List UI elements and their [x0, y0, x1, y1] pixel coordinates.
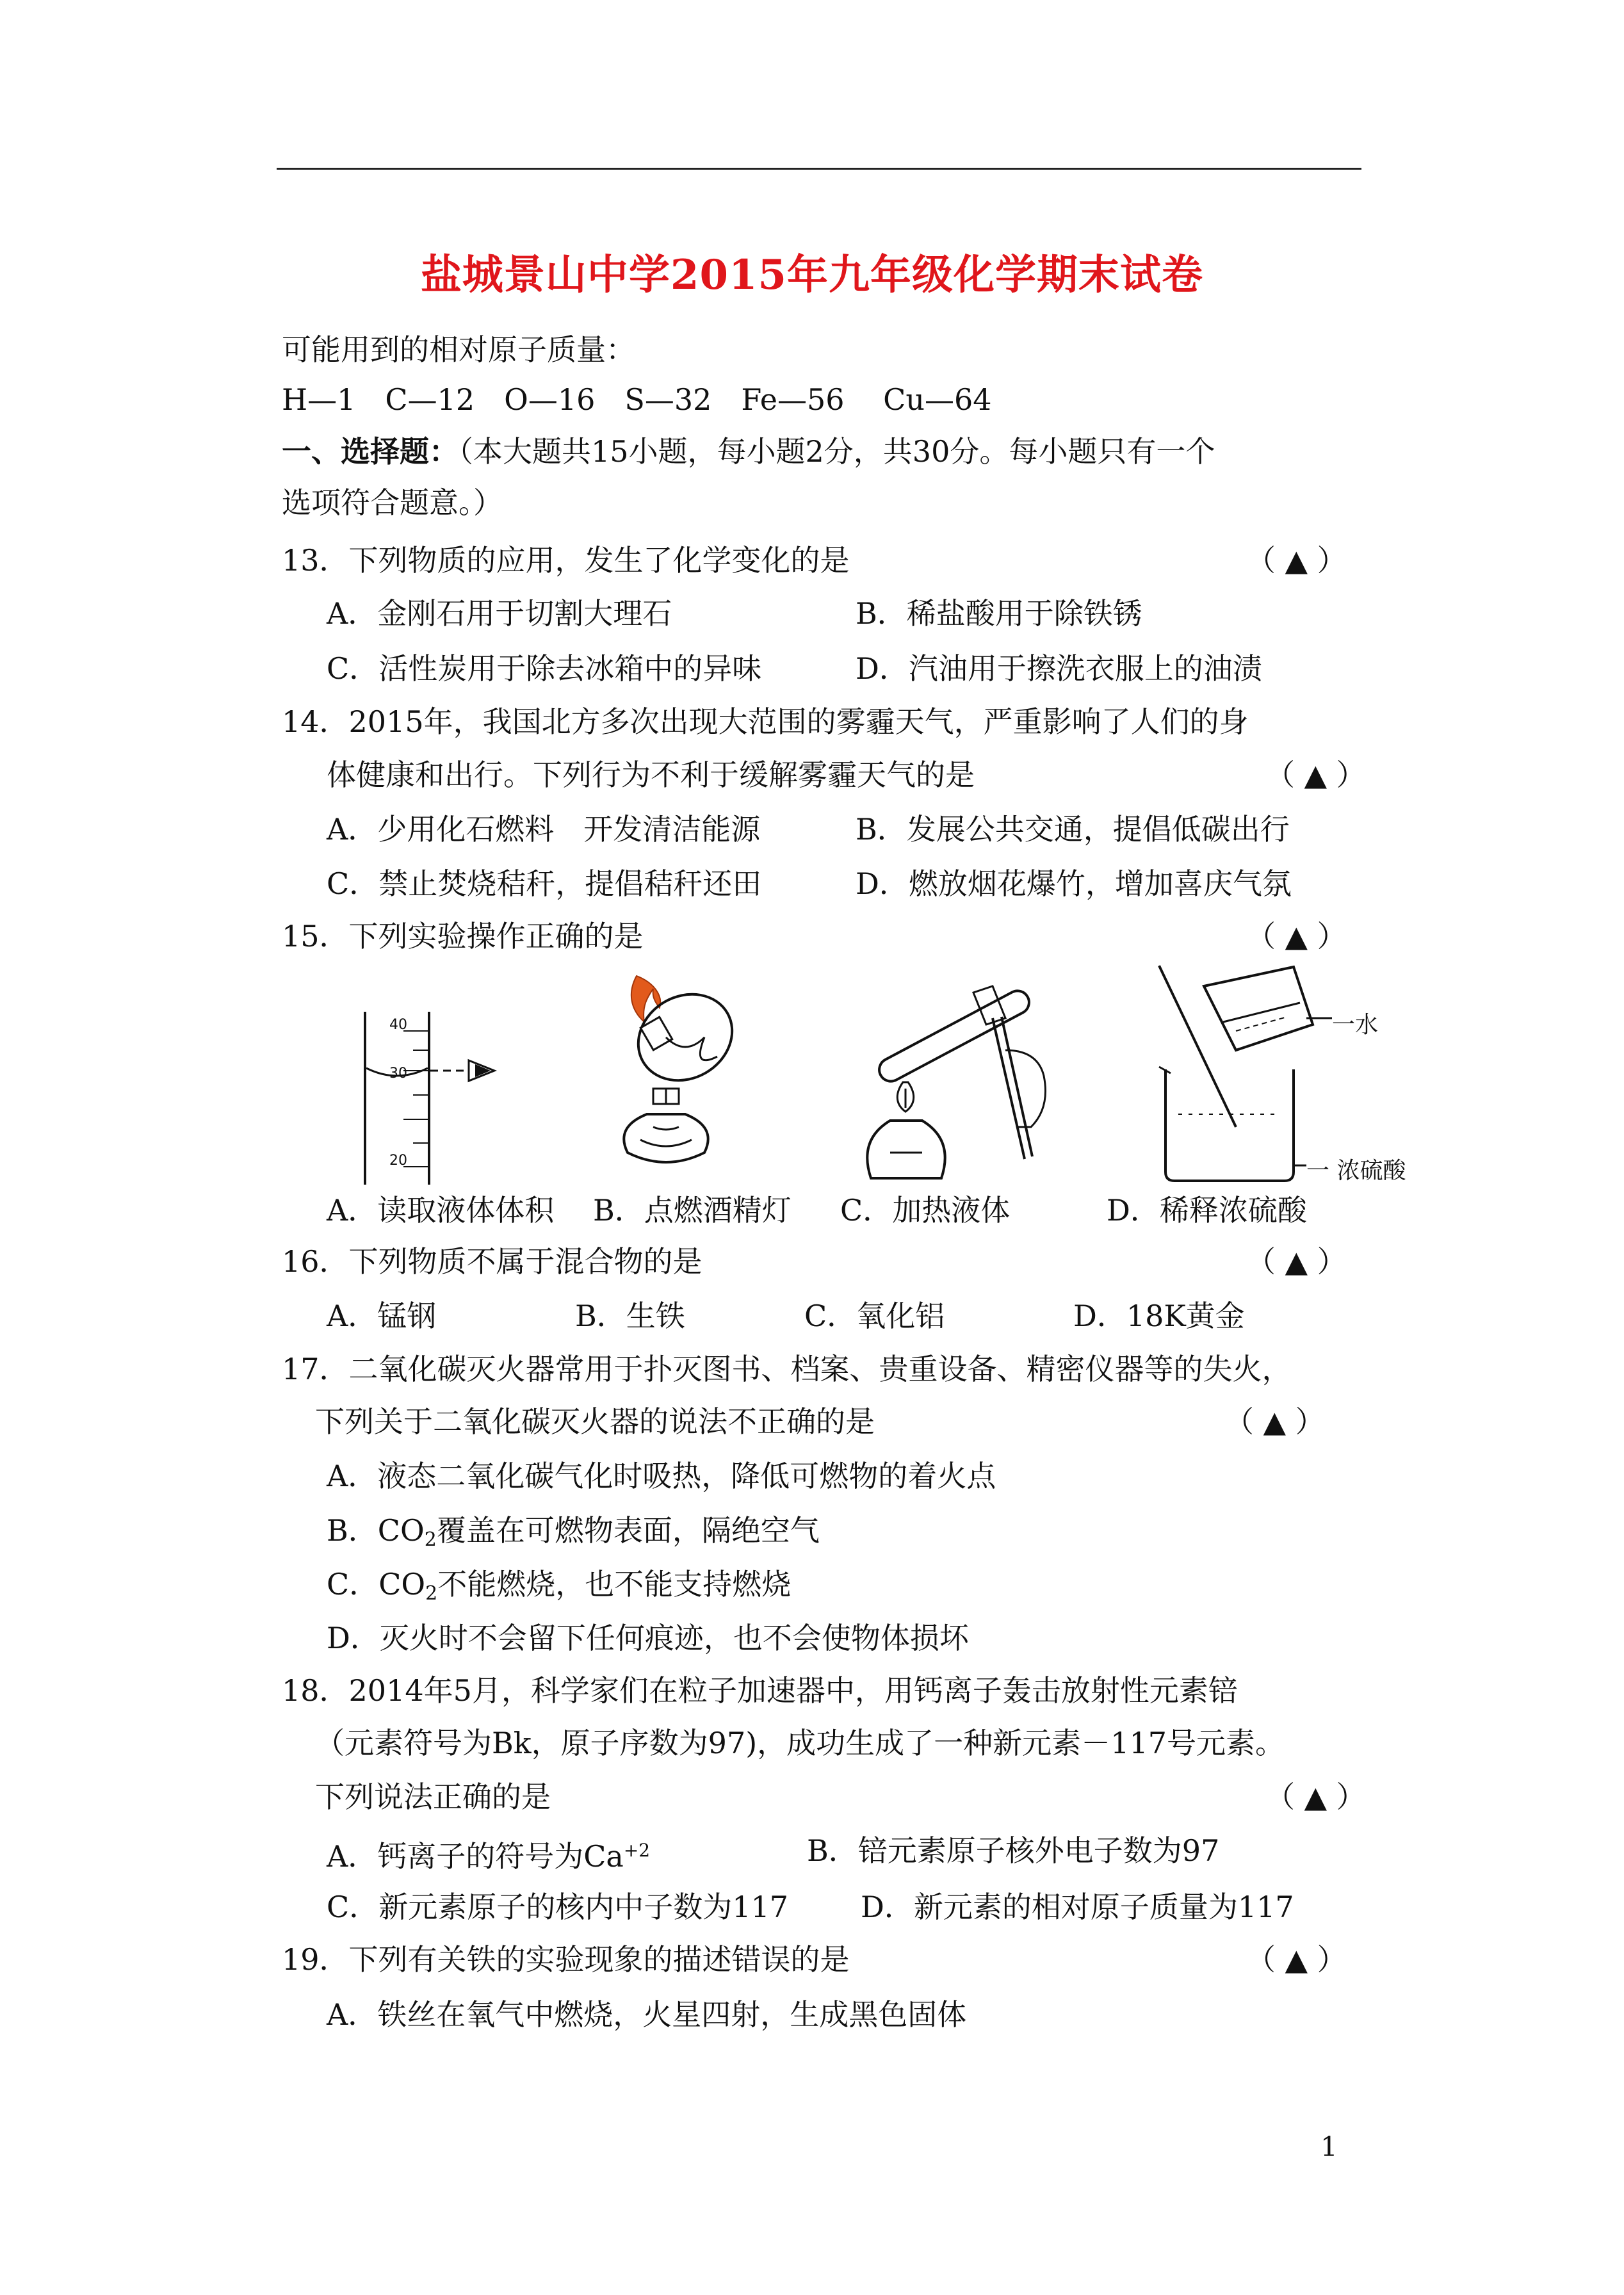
q16-stem: 16．下列物质不属于混合物的是: [282, 1244, 702, 1279]
q13-option-c: C．活性炭用于除去冰箱中的异味: [327, 651, 762, 686]
q18-option-b: B．锫元素原子核外电子数为97: [807, 1833, 1220, 1868]
masses-heading: 可能用到的相对原子质量：: [282, 332, 635, 367]
q18-stem-1: 18．2014年5月，科学家们在粒子加速器中，用钙离子轰击放射性元素锫: [282, 1673, 1238, 1708]
q19-stem: 19．下列有关铁的实验现象的描述错误的是: [282, 1942, 850, 1977]
q18-stem-3: 下列说法正确的是: [315, 1780, 551, 1814]
q17-stem-2: 下列关于二氧化碳灭火器的说法不正确的是: [315, 1404, 875, 1439]
header-rule: [277, 168, 1361, 170]
q16-option-a: A．锰钢: [327, 1299, 437, 1333]
q15-figures: [307, 961, 1434, 1191]
page-number: 1: [1320, 2131, 1338, 2162]
masses-list: H—1 C—12 O—16 S—32 Fe—56 Cu—64: [282, 382, 992, 417]
q15-answer-mark: （ ▲ ）: [1246, 919, 1347, 953]
q15-option-c: C．加热液体: [840, 1193, 1011, 1228]
q13-option-d: D．汽油用于擦洗衣服上的油渍: [856, 651, 1262, 686]
q14-stem-2: 体健康和出行。下列行为不利于缓解雾霾天气的是: [327, 758, 975, 792]
cylinder-tick-30: 30: [389, 1066, 407, 1082]
q19-option-a: A．铁丝在氧气中燃烧，火星四射，生成黑色固体: [327, 1997, 967, 2032]
q14-stem-1: 14．2015年，我国北方多次出现大范围的雾霾天气，严重影响了人们的身: [282, 704, 1249, 739]
q18-option-c: C．新元素原子的核内中子数为117: [327, 1890, 788, 1924]
q15-option-d: D．稀释浓硫酸: [1107, 1193, 1307, 1228]
q14-option-d: D．燃放烟花爆竹，增加喜庆气氛: [856, 866, 1292, 901]
graduated-cylinder-figure: [307, 999, 538, 1191]
q18-a-superscript: +2: [623, 1840, 651, 1861]
q17-stem-1: 17．二氧化碳灭火器常用于扑灭图书、档案、贵重设备、精密仪器等的失火，: [282, 1352, 1292, 1386]
section-header: [282, 432, 1215, 471]
q17-c-subscript: 2: [425, 1582, 438, 1605]
label-concentrated-acid: 一 浓硫酸: [1306, 1158, 1406, 1184]
q17-option-d: D．灭火时不会留下任何痕迹，也不会使物体损坏: [327, 1621, 969, 1655]
q14-option-c: C．禁止焚烧秸秆，提倡秸秆还田: [327, 866, 762, 901]
q13-option-a: A．金刚石用于切割大理石: [327, 596, 672, 631]
q16-option-d: D．18K黄金: [1073, 1299, 1245, 1333]
q17-b-prefix: B．CO: [327, 1513, 425, 1548]
q13-option-b: B．稀盐酸用于除铁锈: [856, 596, 1142, 631]
q17-option-c: [327, 1565, 791, 1613]
cylinder-tick-20: 20: [389, 1153, 407, 1169]
q16-option-c: C．氧化铝: [804, 1299, 945, 1333]
q16-option-b: B．生铁: [575, 1299, 685, 1333]
q17-b-subscript: 2: [424, 1529, 437, 1551]
q17-option-b: [327, 1511, 820, 1559]
section-label: 一、选择题：: [282, 434, 459, 469]
q17-option-a: A．液态二氧化碳气化时吸热，降低可燃物的着火点: [327, 1459, 996, 1493]
q15-option-b: B．点燃酒精灯: [593, 1193, 792, 1228]
label-water: 一水: [1332, 1012, 1379, 1038]
q14-answer-mark: （ ▲ ）: [1265, 758, 1366, 792]
q17-answer-mark: （ ▲ ）: [1224, 1404, 1325, 1439]
cylinder-tick-40: 40: [389, 1017, 407, 1033]
q19-answer-mark: （ ▲ ）: [1246, 1942, 1347, 1977]
q17-b-suffix: 覆盖在可燃物表面，隔绝空气: [436, 1513, 820, 1548]
q16-answer-mark: （ ▲ ）: [1246, 1244, 1347, 1279]
q18-option-d: D．新元素的相对原子质量为117: [861, 1890, 1294, 1924]
q17-c-prefix: C．CO: [327, 1567, 426, 1602]
section-desc-1: （本大题共15小题，每小题2分，共30分。每小题只有一个: [459, 434, 1215, 469]
q15-stem: 15．下列实验操作正确的是: [282, 919, 644, 953]
q18-answer-mark: （ ▲ ）: [1265, 1780, 1366, 1814]
q14-option-b: B．发展公共交通，提倡低碳出行: [856, 812, 1290, 847]
q13-stem: 13．下列物质的应用，发生了化学变化的是: [282, 543, 850, 578]
heating-test-tube-figure: [845, 980, 1076, 1191]
q15-option-a: A．读取液体体积: [327, 1193, 555, 1228]
q18-stem-2: （元素符号为Bk，原子序数为97)，成功生成了一种新元素－117号元素。: [315, 1726, 1285, 1760]
section-desc-2: 选项符合题意。）: [282, 485, 503, 520]
q17-c-suffix: 不能燃烧，也不能支持燃烧: [437, 1567, 792, 1602]
alcohol-lamp-lighting-figure: [589, 961, 781, 1191]
q13-answer-mark: （ ▲ ）: [1246, 543, 1347, 578]
q18-option-a: [327, 1831, 650, 1876]
q18-a-prefix: A．钙离子的符号为Ca: [327, 1839, 624, 1874]
q14-option-a: A．少用化石燃料 开发清洁能源: [327, 812, 761, 847]
page-title: 盐城景山中学2015年九年级化学期末试卷: [420, 251, 1204, 299]
